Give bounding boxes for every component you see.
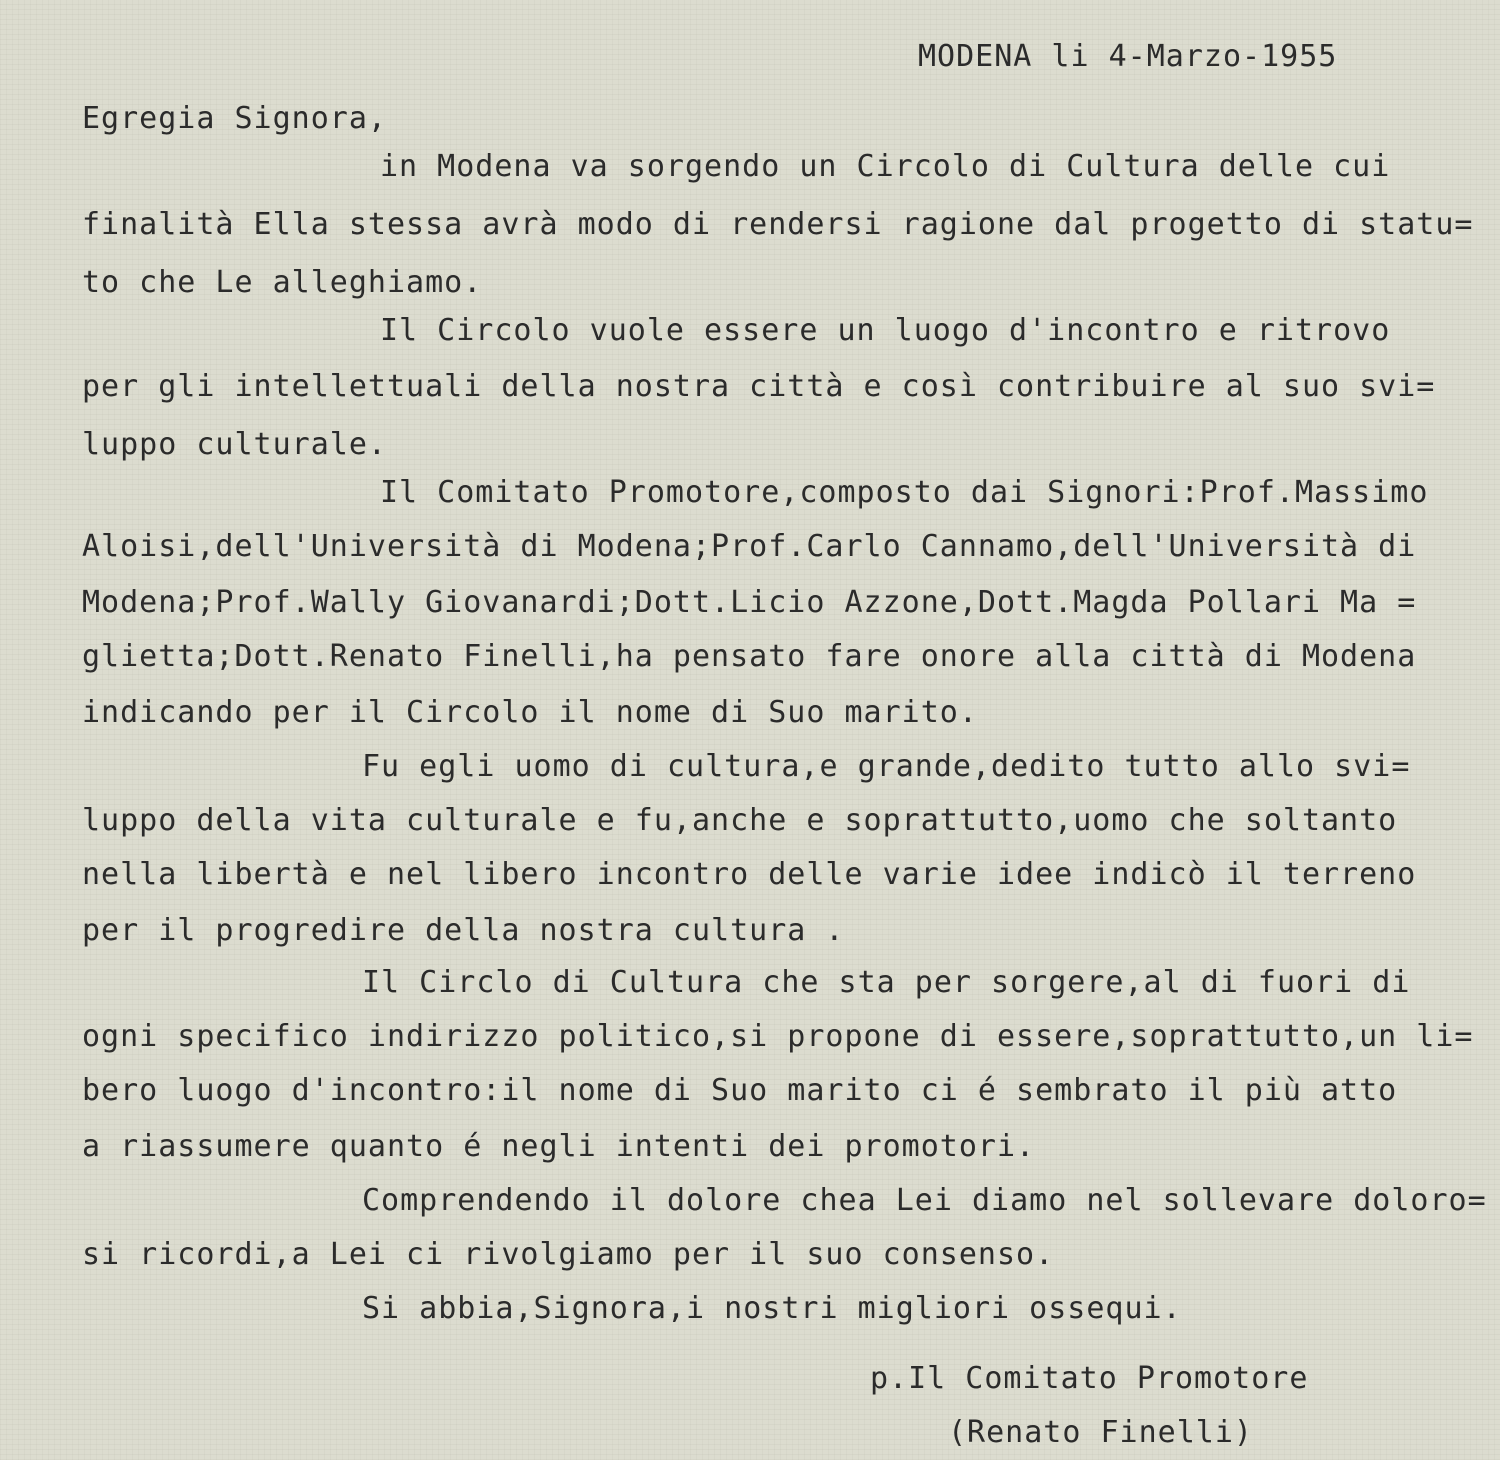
body-line: luppo culturale. bbox=[82, 427, 387, 462]
body-line: per gli intellettuali della nostra città e così contribuire al suo svi= bbox=[82, 369, 1436, 404]
body-line: glietta;Dott.Renato Finelli,ha pensato fare onore alla città di Modena bbox=[82, 639, 1417, 674]
signature-committee: p.Il Comitato Promotore bbox=[870, 1361, 1309, 1396]
body-line: finalità Ella stessa avrà modo di rendersi ragione dal progetto di statu= bbox=[82, 207, 1474, 242]
body-line: Il Circlo di Cultura che sta per sorgere,al di fuori di bbox=[362, 965, 1411, 1000]
body-line: Comprendendo il dolore chea Lei diamo nel sollevare doloro= bbox=[362, 1183, 1487, 1218]
salutation: Egregia Signora, bbox=[82, 101, 387, 136]
body-line: indicando per il Circolo il nome di Suo marito. bbox=[82, 695, 978, 730]
body-line: a riassumere quanto é negli intenti dei promotori. bbox=[82, 1129, 1036, 1164]
body-line: si ricordi,a Lei ci rivolgiamo per il suo consenso. bbox=[82, 1237, 1055, 1272]
body-line: ogni specifico indirizzo politico,si propone di essere,soprattutto,un li= bbox=[82, 1019, 1474, 1054]
body-line: Il Circolo vuole essere un luogo d'incontro e ritrovo bbox=[380, 313, 1391, 348]
signature-name: (Renato Finelli) bbox=[948, 1415, 1253, 1450]
body-line: Modena;Prof.Wally Giovanardi;Dott.Licio Azzone,Dott.Magda Pollari Ma = bbox=[82, 585, 1417, 620]
body-line: Il Comitato Promotore,composto dai Signori:Prof.Massimo bbox=[380, 475, 1429, 510]
body-line: in Modena va sorgendo un Circolo di Cultura delle cui bbox=[380, 149, 1391, 184]
body-line: nella libertà e nel libero incontro delle varie idee indicò il terreno bbox=[82, 857, 1417, 892]
body-line: luppo della vita culturale e fu,anche e soprattutto,uomo che soltanto bbox=[82, 803, 1398, 838]
closing-line: Si abbia,Signora,i nostri migliori ossequi. bbox=[362, 1291, 1182, 1326]
body-line: Aloisi,dell'Università di Modena;Prof.Carlo Cannamo,dell'Università di bbox=[82, 529, 1417, 564]
body-line: to che Le alleghiamo. bbox=[82, 265, 483, 300]
body-line: bero luogo d'incontro:il nome di Suo marito ci é sembrato il più atto bbox=[82, 1073, 1398, 1108]
letter-date: MODENA li 4-Marzo-1955 bbox=[918, 39, 1338, 74]
body-line: per il progredire della nostra cultura . bbox=[82, 913, 845, 948]
body-line: Fu egli uomo di cultura,e grande,dedito tutto allo svi= bbox=[362, 749, 1411, 784]
